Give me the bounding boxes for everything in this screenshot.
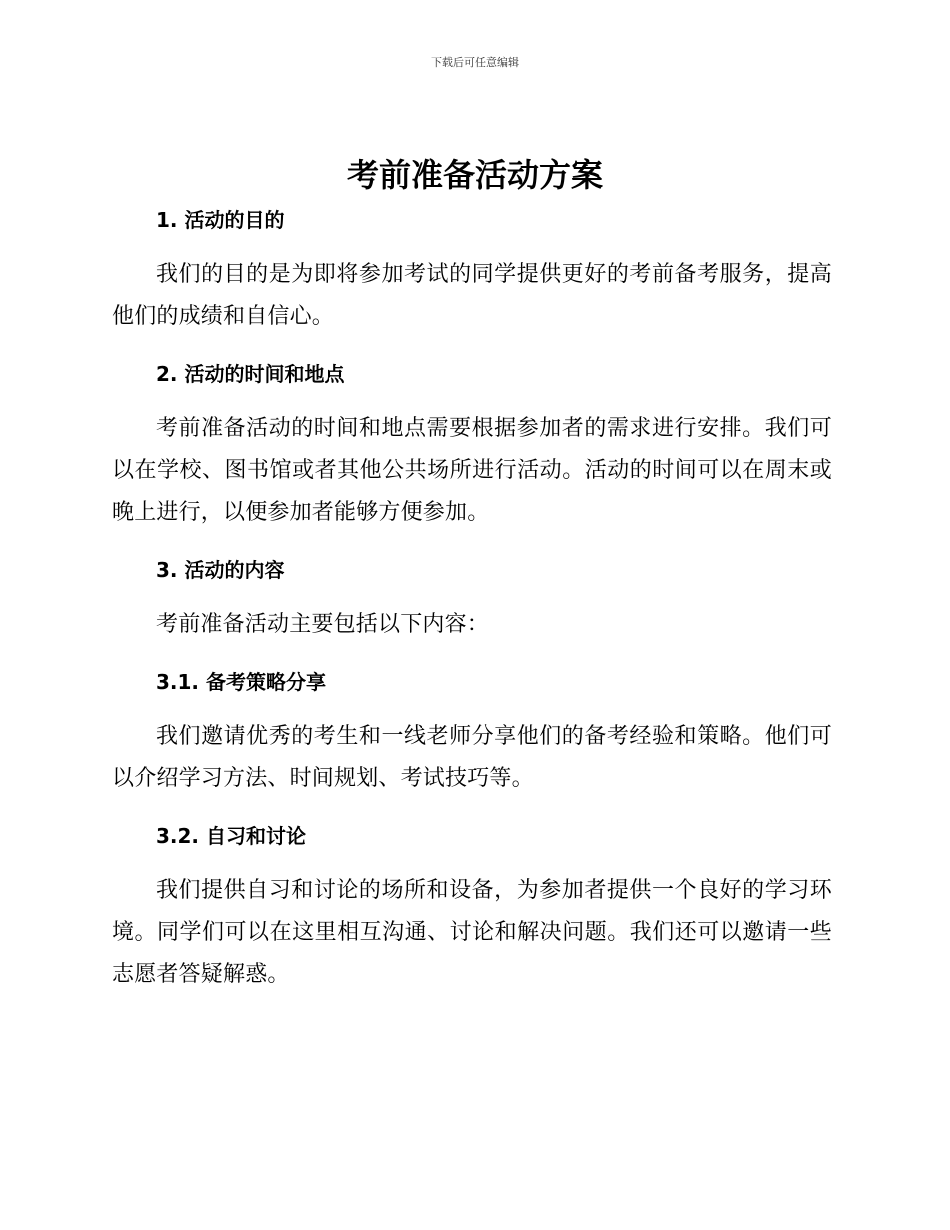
section-paragraph-3-1: 我们邀请优秀的考生和一线老师分享他们的备考经验和策略。他们可以介绍学习方法、时间规划、考试技巧等。 xyxy=(112,724,832,791)
section-paragraph-3-2: 我们提供自习和讨论的场所和设备，为参加者提供一个良好的学习环境。同学们可以在这里相互沟通、讨论和解决问题。我们还可以邀请一些志愿者答疑解惑。 xyxy=(112,878,832,987)
section-paragraph-3: 考前准备活动主要包括以下内容： xyxy=(156,612,490,637)
document-body xyxy=(112,200,832,996)
document-title: 考前准备活动方案 xyxy=(346,156,603,194)
section-heading-3-1: 3.1. 备考策略分享 xyxy=(156,670,326,694)
section-paragraph-2: 考前准备活动的时间和地点需要根据参加者的需求进行安排。我们可以在学校、图书馆或者其他公共场所进行活动。活动的时间可以在周末或晚上进行，以便参加者能够方便参加。 xyxy=(112,416,832,525)
header-note: 下载后可任意编辑 xyxy=(431,56,519,69)
section-heading-1: 1. 活动的目的 xyxy=(156,208,285,232)
section-paragraph-1: 我们的目的是为即将参加考试的同学提供更好的考前备考服务，提高他们的成绩和自信心。 xyxy=(112,262,832,329)
section-heading-2: 2. 活动的时间和地点 xyxy=(156,362,345,386)
section-heading-3: 3. 活动的内容 xyxy=(156,558,285,582)
section-heading-3-2: 3.2. 自习和讨论 xyxy=(156,824,306,848)
